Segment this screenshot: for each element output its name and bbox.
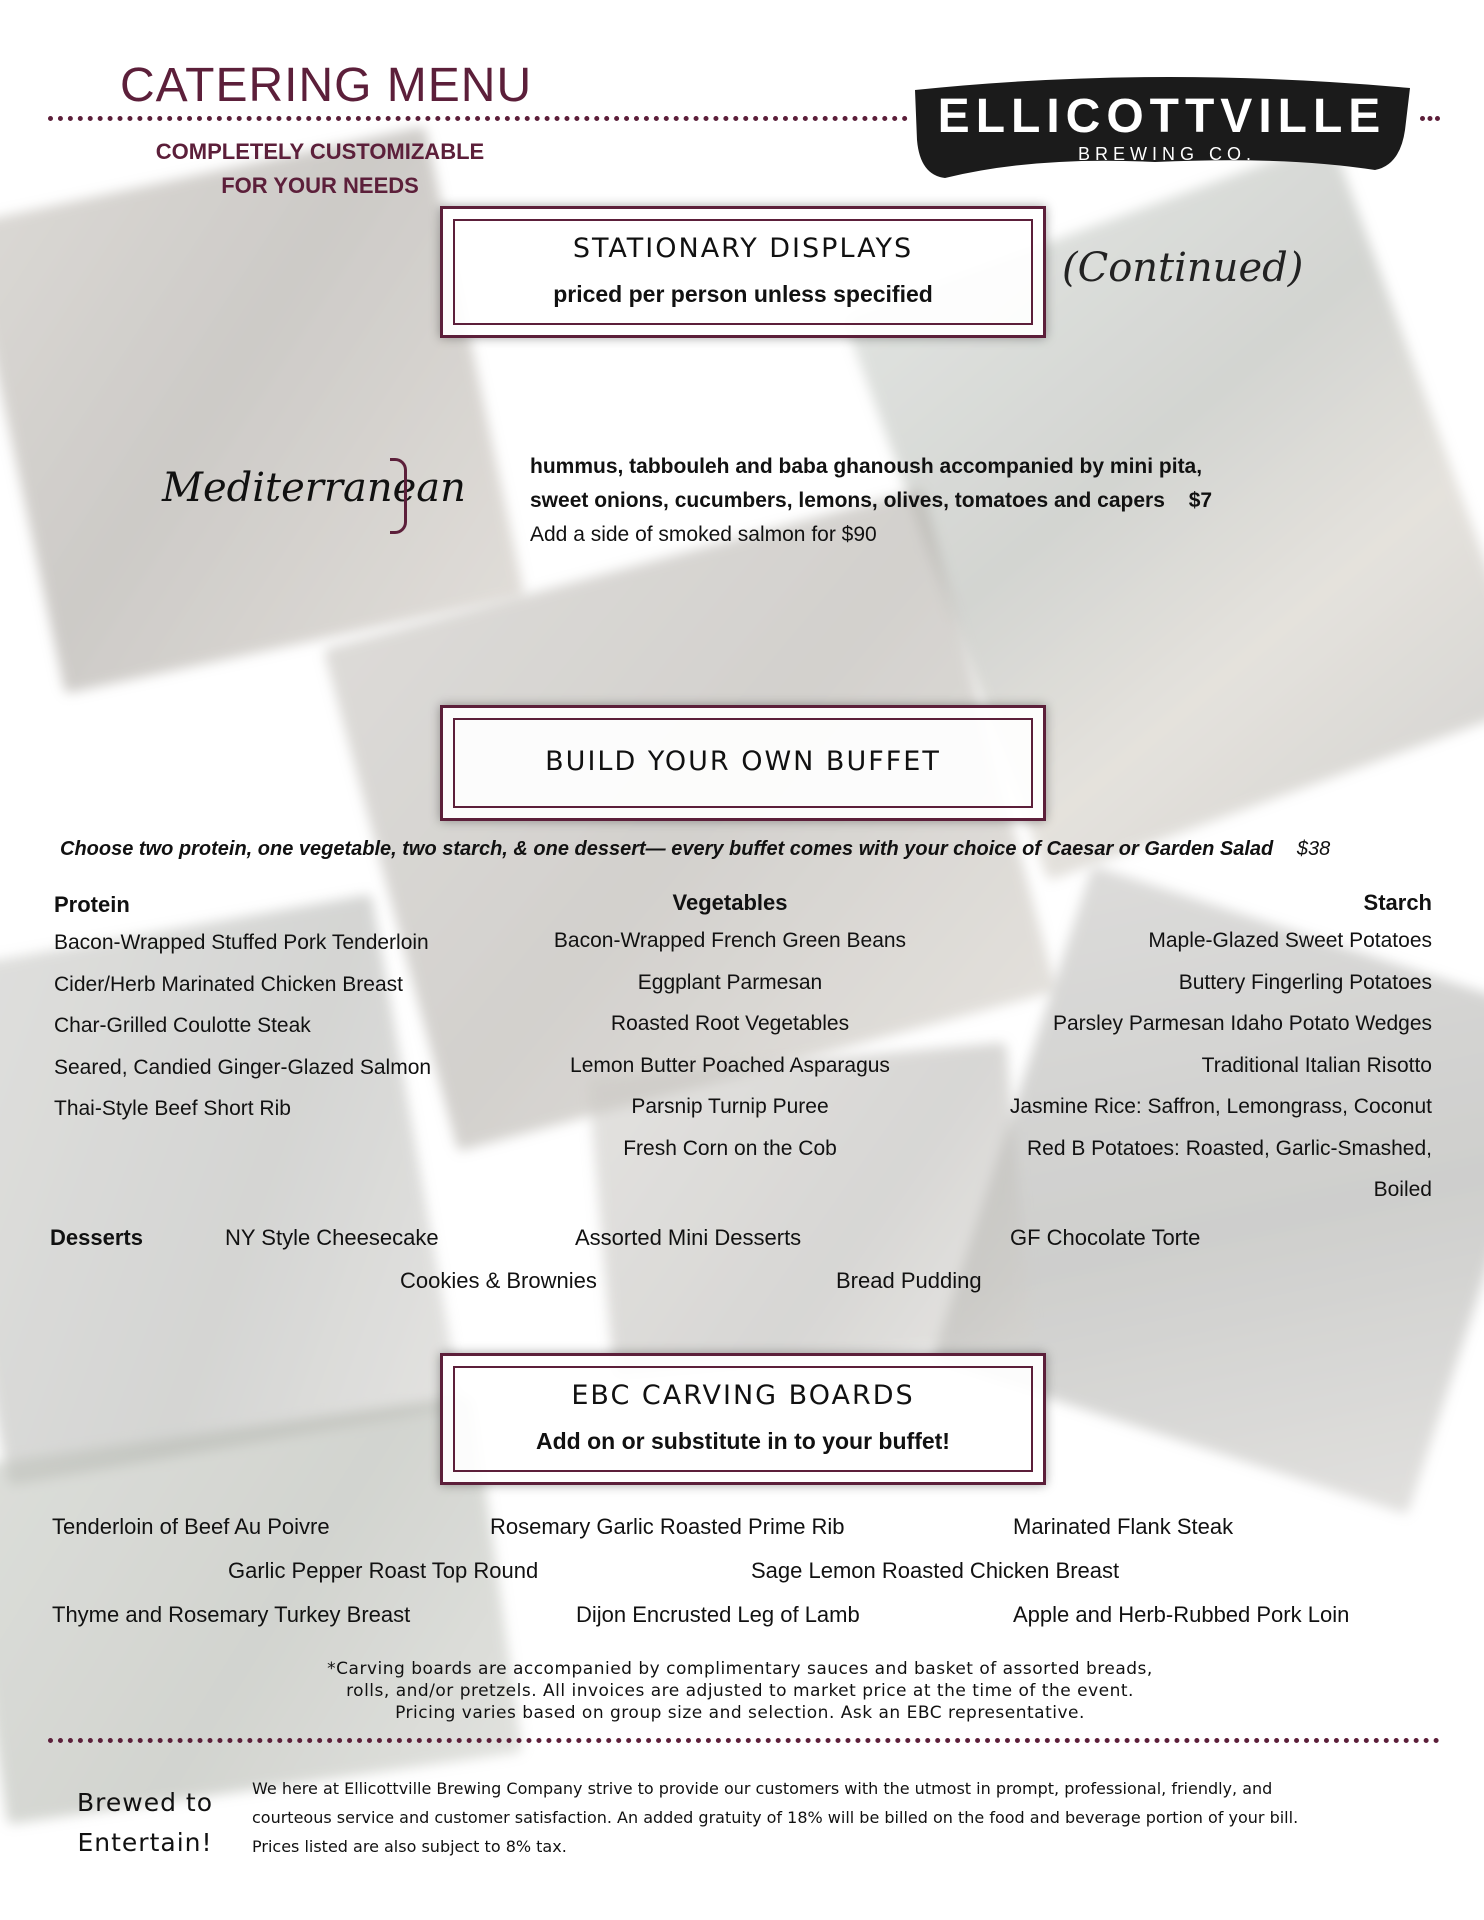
subtitle-line-2: FOR YOUR NEEDS: [221, 173, 419, 198]
protein-column: [54, 888, 524, 1130]
dessert-item: GF Chocolate Torte: [1010, 1225, 1201, 1250]
footer-line-1: We here at Ellicottville Brewing Company strive to provide our customers with the utmost in prompt, professional, friendly, and: [252, 1779, 1273, 1798]
stationary-displays-subtitle: priced per person unless specified: [553, 281, 933, 307]
carving-item: Tenderloin of Beef Au Poivre: [52, 1514, 330, 1539]
list-item: Cider/Herb Marinated Chicken Breast: [54, 972, 403, 996]
list-item: Lemon Butter Poached Asparagus: [570, 1053, 890, 1077]
vegetables-heading: Vegetables: [672, 890, 788, 915]
list-item: Thai-Style Beef Short Rib: [54, 1097, 291, 1120]
dessert-item: Cookies & Brownies: [400, 1268, 597, 1293]
mediterranean-bracket: [390, 458, 407, 534]
bottom-dotted-divider: [48, 1738, 1440, 1743]
list-item: Roasted Root Vegetables: [610, 1012, 850, 1035]
carving-item: Dijon Encrusted Leg of Lamb: [576, 1602, 860, 1627]
tagline-line-1: Brewed to: [76, 1788, 213, 1817]
dessert-item: Assorted Mini Desserts: [575, 1225, 802, 1250]
mediterranean-line-2: sweet onions, cucumbers, lemons, olives, tomatoes and capers: [530, 489, 1165, 512]
footer-tagline: [55, 1783, 235, 1863]
carving-note: [200, 1658, 1280, 1724]
vegetables-column: [530, 886, 930, 1169]
brewery-logo: [905, 70, 1420, 190]
list-item: Bacon-Wrapped French Green Beans: [553, 929, 907, 952]
list-item: Parsley Parmesan Idaho Potato Wedges: [1053, 1012, 1432, 1035]
list-item: Bacon-Wrapped Stuffed Pork Tenderloin: [54, 931, 429, 954]
top-dotted-divider-right: [1420, 116, 1440, 121]
top-dotted-divider: [48, 116, 908, 121]
buffet-title: BUILD YOUR OWN BUFFET: [545, 746, 941, 777]
mediterranean-line-1: hummus, tabbouleh and baba ghanoush accompanied by mini pita,: [530, 455, 1203, 478]
carving-item: Marinated Flank Steak: [1013, 1514, 1234, 1539]
mediterranean-price: $7: [1188, 489, 1213, 512]
subtitle-line-1: COMPLETELY CUSTOMIZABLE: [155, 139, 485, 164]
mediterranean-label: Mediterranean: [162, 465, 466, 511]
carving-note-line-3: Pricing varies based on group size and selection. Ask an EBC representative.: [395, 1703, 1085, 1723]
carving-item: Thyme and Rosemary Turkey Breast: [52, 1602, 411, 1627]
carving-item: Sage Lemon Roasted Chicken Breast: [751, 1558, 1120, 1583]
continued-label: (Continued): [1062, 245, 1304, 291]
page-title: CATERING MENU: [120, 59, 533, 112]
carving-item: Rosemary Garlic Roasted Prime Rib: [490, 1514, 845, 1539]
tagline-line-2: Entertain!: [77, 1828, 213, 1857]
footer-line-2: courteous service and customer satisfaction. An added gratuity of 18% will be billed on the food and beverage portion of your bill.: [252, 1808, 1299, 1827]
logo-brand-text: ELLICOTTVILLE: [937, 90, 1387, 143]
starch-heading: Starch: [1363, 890, 1432, 915]
protein-heading: Protein: [54, 892, 130, 917]
list-item: Parsnip Turnip Puree: [631, 1095, 829, 1118]
logo-sub-text: BREWING CO.: [1077, 144, 1257, 164]
list-item: Eggplant Parmesan: [637, 970, 823, 994]
carving-item: Garlic Pepper Roast Top Round: [228, 1558, 539, 1583]
carving-boards-subtitle: Add on or substitute in to your buffet!: [536, 1428, 950, 1454]
buffet-instructions: [60, 838, 1440, 861]
list-item: Jasmine Rice: Saffron, Lemongrass, Coconut: [1009, 1095, 1432, 1118]
carving-note-line-2: rolls, and/or pretzels. All invoices are adjusted to market price at the time of the event.: [346, 1681, 1134, 1701]
page-subtitle: [150, 135, 490, 203]
carving-boards-banner: [440, 1353, 1046, 1485]
footer-line-3: Prices listed are also subject to 8% tax.: [252, 1837, 567, 1856]
buffet-instructions-text: Choose two protein, one vegetable, two starch, & one dessert— every buffet comes with your choice of Caesar or Garden Salad: [60, 838, 1274, 860]
list-item: Buttery Fingerling Potatoes: [1178, 970, 1432, 994]
desserts-heading: Desserts: [50, 1225, 143, 1250]
starch-column: [920, 886, 1432, 1211]
mediterranean-description: [530, 450, 1212, 552]
mediterranean-line-3: Add a side of smoked salmon for $90: [530, 523, 877, 546]
carving-note-line-1: *Carving boards are accompanied by complimentary sauces and basket of assorted breads,: [327, 1659, 1153, 1679]
list-item: Char-Grilled Coulotte Steak: [54, 1014, 311, 1037]
footer-text: [252, 1774, 1452, 1861]
list-item: Seared, Candied Ginger-Glazed Salmon: [54, 1055, 432, 1079]
list-item: Boiled: [1373, 1178, 1432, 1201]
list-item: Traditional Italian Risotto: [1201, 1053, 1432, 1077]
dessert-item: Bread Pudding: [836, 1268, 982, 1293]
buffet-banner: [440, 705, 1046, 821]
stationary-displays-title: STATIONARY DISPLAYS: [572, 233, 914, 264]
list-item: Fresh Corn on the Cob: [623, 1136, 837, 1160]
carving-item: Apple and Herb-Rubbed Pork Loin: [1013, 1602, 1350, 1627]
carving-boards-title: EBC CARVING BOARDS: [571, 1380, 915, 1411]
dessert-item: NY Style Cheesecake: [225, 1225, 439, 1250]
list-item: Red B Potatoes: Roasted, Garlic-Smashed,: [1026, 1136, 1432, 1160]
buffet-price: $38: [1296, 838, 1331, 860]
stationary-displays-banner: [440, 206, 1046, 338]
list-item: Maple-Glazed Sweet Potatoes: [1148, 929, 1432, 952]
